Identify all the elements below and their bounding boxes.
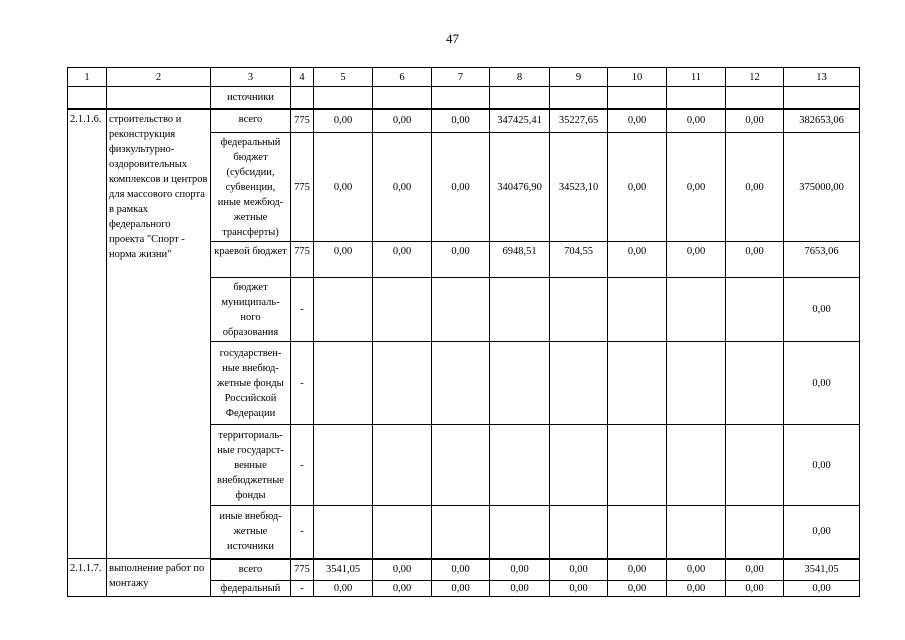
cell-empty [667, 87, 726, 109]
header-cell: 11 [667, 68, 726, 87]
value-cell [490, 506, 550, 559]
cell-empty [432, 87, 490, 109]
cell-empty [373, 87, 432, 109]
value-cell: 3541,05 [784, 559, 860, 581]
value-cell: 0,00 [726, 133, 784, 242]
value-cell: 0,00 [373, 133, 432, 242]
value-cell: 0,00 [608, 133, 667, 242]
value-cell: 0,00 [608, 109, 667, 133]
header-cell: 1 [68, 68, 107, 87]
value-cell [608, 342, 667, 425]
item-code: 2.1.1.6. [68, 109, 107, 559]
header-cell: 12 [726, 68, 784, 87]
value-cell: 0,00 [373, 581, 432, 597]
value-cell: 0,00 [314, 581, 373, 597]
value-cell [314, 278, 373, 342]
value-cell [726, 278, 784, 342]
value-cell: 0,00 [667, 559, 726, 581]
value-cell [726, 342, 784, 425]
value-cell: 775 [291, 109, 314, 133]
value-cell: 0,00 [314, 242, 373, 278]
page-number: 47 [446, 31, 459, 46]
source-cell: иные внебюд-жетные источники [211, 506, 291, 559]
item-code: 2.1.1.7. [68, 559, 107, 597]
table-row [68, 109, 860, 133]
value-cell: 35227,65 [550, 109, 608, 133]
source-cell: источники [211, 87, 291, 109]
value-cell: 0,00 [432, 109, 490, 133]
value-cell [550, 278, 608, 342]
value-cell [432, 278, 490, 342]
header-cell: 13 [784, 68, 860, 87]
item-name: выполнение работ по монтажу [107, 559, 211, 597]
value-cell: 0,00 [667, 133, 726, 242]
value-cell: 775 [291, 242, 314, 278]
value-cell: 382653,06 [784, 109, 860, 133]
cell-empty [550, 87, 608, 109]
value-cell [550, 425, 608, 506]
value-cell: 704,55 [550, 242, 608, 278]
value-cell [373, 342, 432, 425]
source-cell: краевой бюджет [211, 242, 291, 278]
value-cell [373, 506, 432, 559]
value-cell [314, 506, 373, 559]
value-cell [608, 425, 667, 506]
value-cell [667, 425, 726, 506]
value-cell: - [291, 342, 314, 425]
value-cell: 0,00 [373, 109, 432, 133]
value-cell: 0,00 [608, 581, 667, 597]
source-cell: государствен-ные внебюд-жетные фонды Российской Федерации [211, 342, 291, 425]
source-cell: бюджет муниципаль-ного образования [211, 278, 291, 342]
value-cell [667, 342, 726, 425]
value-cell [667, 506, 726, 559]
value-cell [667, 278, 726, 342]
value-cell: 3541,05 [314, 559, 373, 581]
source-cell: всего [211, 109, 291, 133]
value-cell: 0,00 [726, 109, 784, 133]
value-cell: 340476,90 [490, 133, 550, 242]
value-cell [432, 425, 490, 506]
header-cell: 3 [211, 68, 291, 87]
header-cell: 2 [107, 68, 211, 87]
header-cell: 5 [314, 68, 373, 87]
value-cell: 0,00 [784, 342, 860, 425]
cell-empty [726, 87, 784, 109]
header-cell: 8 [490, 68, 550, 87]
value-cell: 7653,06 [784, 242, 860, 278]
value-cell: 0,00 [550, 559, 608, 581]
value-cell: 0,00 [726, 559, 784, 581]
source-cell: всего [211, 559, 291, 581]
value-cell: 0,00 [667, 109, 726, 133]
value-cell: 775 [291, 133, 314, 242]
value-cell: - [291, 506, 314, 559]
header-row [68, 68, 860, 87]
source-cell: федеральный бюджет (субсидии, субвенции, иные межбюд-жетные трансферты) [211, 133, 291, 242]
value-cell: 0,00 [784, 506, 860, 559]
cell-empty [107, 87, 211, 109]
header-cell: 9 [550, 68, 608, 87]
value-cell: 0,00 [432, 242, 490, 278]
value-cell: 6948,51 [490, 242, 550, 278]
value-cell [432, 506, 490, 559]
value-cell: 0,00 [608, 242, 667, 278]
header-cell: 4 [291, 68, 314, 87]
budget-table [67, 67, 860, 597]
value-cell: 375000,00 [784, 133, 860, 242]
item-name: строительство и реконструкция физкультурно-оздоровительных комплексов и центров для массового спорта в рамках федерального проекта "Спорт - норма жизни" [107, 109, 211, 559]
cell-empty [608, 87, 667, 109]
value-cell [432, 342, 490, 425]
value-cell [726, 506, 784, 559]
value-cell: - [291, 581, 314, 597]
value-cell [490, 342, 550, 425]
value-cell: 0,00 [373, 242, 432, 278]
table-row [68, 559, 860, 581]
value-cell: 0,00 [784, 278, 860, 342]
source-cell: федеральный [211, 581, 291, 597]
value-cell [608, 506, 667, 559]
value-cell [314, 342, 373, 425]
value-cell [608, 278, 667, 342]
value-cell [550, 506, 608, 559]
value-cell: 0,00 [784, 425, 860, 506]
value-cell: 0,00 [490, 581, 550, 597]
value-cell [550, 342, 608, 425]
value-cell: 0,00 [667, 581, 726, 597]
value-cell [726, 425, 784, 506]
value-cell: 0,00 [726, 242, 784, 278]
header-cell: 10 [608, 68, 667, 87]
value-cell [314, 425, 373, 506]
value-cell: 0,00 [608, 559, 667, 581]
value-cell [490, 278, 550, 342]
value-cell: 0,00 [314, 133, 373, 242]
value-cell: 775 [291, 559, 314, 581]
value-cell: 0,00 [490, 559, 550, 581]
value-cell: 0,00 [314, 109, 373, 133]
value-cell [490, 425, 550, 506]
value-cell: - [291, 278, 314, 342]
cell-empty [784, 87, 860, 109]
cell-empty [314, 87, 373, 109]
source-cell: территориаль-ные государст-венные внебюджетные фонды [211, 425, 291, 506]
value-cell: 0,00 [432, 581, 490, 597]
value-cell: 34523,10 [550, 133, 608, 242]
value-cell [373, 425, 432, 506]
cell-empty [490, 87, 550, 109]
value-cell: 347425,41 [490, 109, 550, 133]
value-cell: 0,00 [550, 581, 608, 597]
header-cell: 6 [373, 68, 432, 87]
value-cell: 0,00 [432, 559, 490, 581]
value-cell: 0,00 [784, 581, 860, 597]
cell-empty [291, 87, 314, 109]
table-row [68, 87, 860, 109]
value-cell: 0,00 [726, 581, 784, 597]
value-cell: - [291, 425, 314, 506]
value-cell: 0,00 [432, 133, 490, 242]
value-cell: 0,00 [667, 242, 726, 278]
header-cell: 7 [432, 68, 490, 87]
cell-empty [68, 87, 107, 109]
value-cell [373, 278, 432, 342]
value-cell: 0,00 [373, 559, 432, 581]
